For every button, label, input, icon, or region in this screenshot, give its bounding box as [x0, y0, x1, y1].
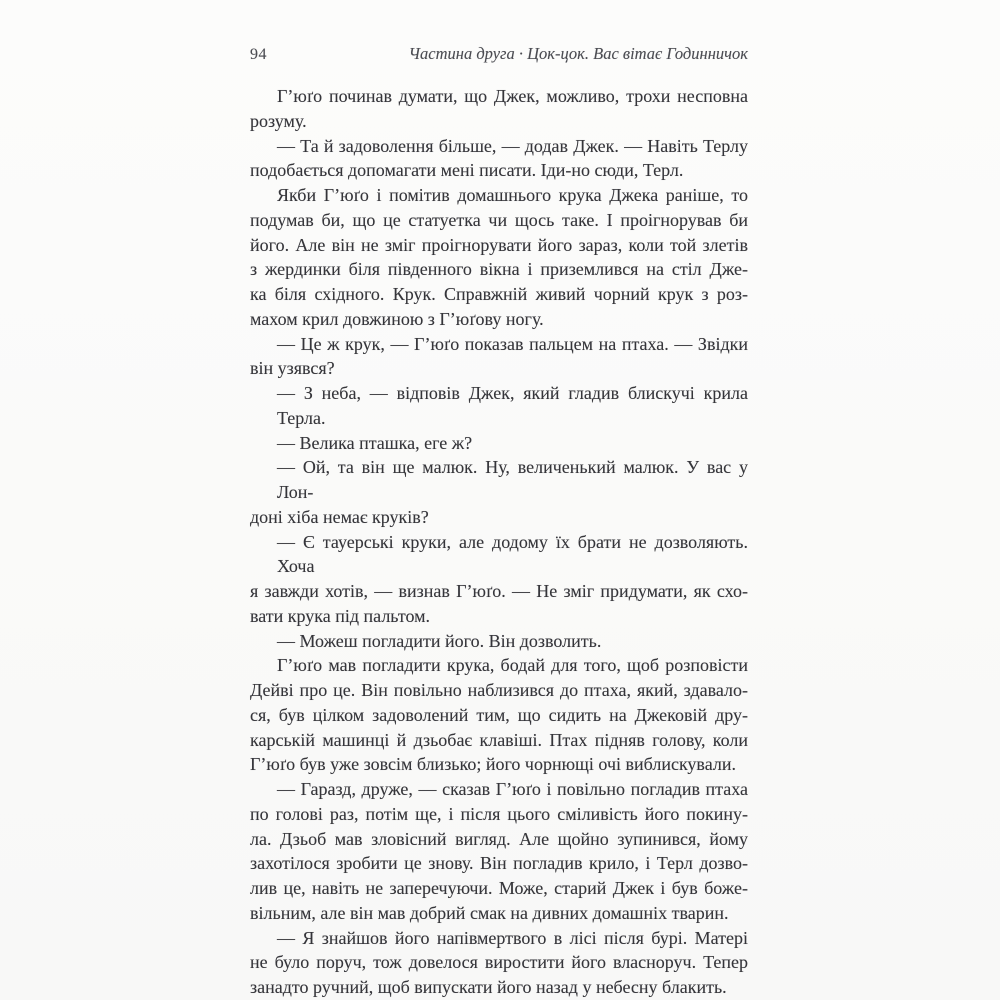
text-line: занадто ручний, щоб випускати його назад у небесну блакить. [250, 977, 727, 997]
text-line: по голові раз, потім ще, і після цього сміливість його покину- [250, 803, 748, 824]
paragraph [250, 653, 748, 777]
paragraph [250, 455, 748, 529]
text-line: не було поруч, тож довелося виростити його власноруч. Тепер [250, 952, 748, 973]
text-line: я завжди хотів, — визнав Г’юґо. — Не зміг придумати, як схо- [250, 581, 748, 601]
text-line: Дейві про це. Він повільно наблизився до птаха, який, здавало- [250, 680, 748, 700]
text-line: Г’юґо мав погладити крука, бодай для того, щоб розповісти [277, 655, 748, 676]
text-line: — Велика пташка, еге ж? [277, 432, 473, 453]
text-line: — Є тауерські круки, але додому їх брати не дозволяють. Хоча [277, 531, 748, 577]
text-line: — Я знайшов його напівмертвого в лісі після бурі. Матері [277, 927, 748, 948]
paragraph [250, 381, 748, 431]
text-line: карській машинці й дзьобає клавіші. Птах підняв голову, коли [250, 729, 748, 750]
paragraph [250, 183, 748, 332]
text-line: лив це, навіть не заперечуючи. Може, старий Джек і був боже- [250, 878, 748, 898]
text-line: вільним, але він мав добрий смак на дивних домашніх тварин. [250, 902, 729, 923]
paragraph [250, 332, 748, 382]
text-line: Г’юґо був уже зовсім близько; його чорнющі очі виблискували. [250, 754, 736, 775]
text-line: подобається допомагати мені писати. Іди-но сюди, Терл. [250, 160, 684, 181]
text-line: захотілося зробити це знову. Він погладив крило, і Терл дозво- [250, 853, 748, 874]
running-header: Частина друга · Цок-цок. Вас вітає Годинничок [408, 44, 748, 63]
text-line: доні хіба немає круків? [250, 506, 429, 527]
text-line: Якби Г’юґо і помітив домашнього крука Джека раніше, то [277, 185, 748, 205]
text-line: його. Але він не зміг проігнорувати його зараз, коли той злетів [250, 234, 748, 255]
text-line: з жердинки біля південного вікна і приземлився на стіл Дже- [250, 259, 748, 280]
text-line: вати крука під пальтом. [250, 605, 431, 626]
paragraph [250, 84, 748, 134]
text-line: ка біля східного. Крук. Справжній живий чорний крук з роз- [250, 284, 748, 304]
text-line: ла. Дзьоб мав зловісний вигляд. Але щойно зупинився, йому [250, 828, 748, 849]
text-line: — Та й задоволення більше, — додав Джек. — Навіть Терлу [277, 135, 748, 156]
body-text [250, 84, 748, 1000]
paragraph [250, 926, 748, 1000]
text-line: махом крил довжиною з Г’юґову ногу. [250, 308, 544, 329]
text-line: — Це ж крук, — Г’юґо показав пальцем на птаха. — Звідки [277, 333, 748, 354]
text-line: розуму. [250, 110, 307, 131]
paragraph [250, 530, 748, 629]
text-line: — Ой, та він ще малюк. Ну, величенький малюк. У вас у Лон- [277, 457, 748, 502]
text-line: ся, був цілком задоволений тим, що сидить на Джековій дру- [250, 704, 748, 725]
page-number: 94 [250, 46, 267, 63]
text-line: — З неба, — відповів Джек, який гладив блискучі крила Терла. [277, 383, 748, 428]
text-line: він узявся? [250, 358, 335, 379]
text-line: — Можеш погладити його. Він дозволить. [277, 630, 602, 651]
text-line: подумав би, що це статуетка чи щось таке. І проігнорував би [250, 209, 748, 230]
paragraph [250, 134, 748, 184]
text-line: — Гаразд, друже, — сказав Г’юґо і повільно погладив птаха [277, 779, 748, 799]
text-line: Г’юґо починав думати, що Джек, можливо, трохи несповна [277, 86, 748, 106]
paragraph [250, 777, 748, 926]
paragraph [250, 629, 748, 654]
page-header [250, 44, 748, 64]
paragraph [250, 431, 748, 456]
